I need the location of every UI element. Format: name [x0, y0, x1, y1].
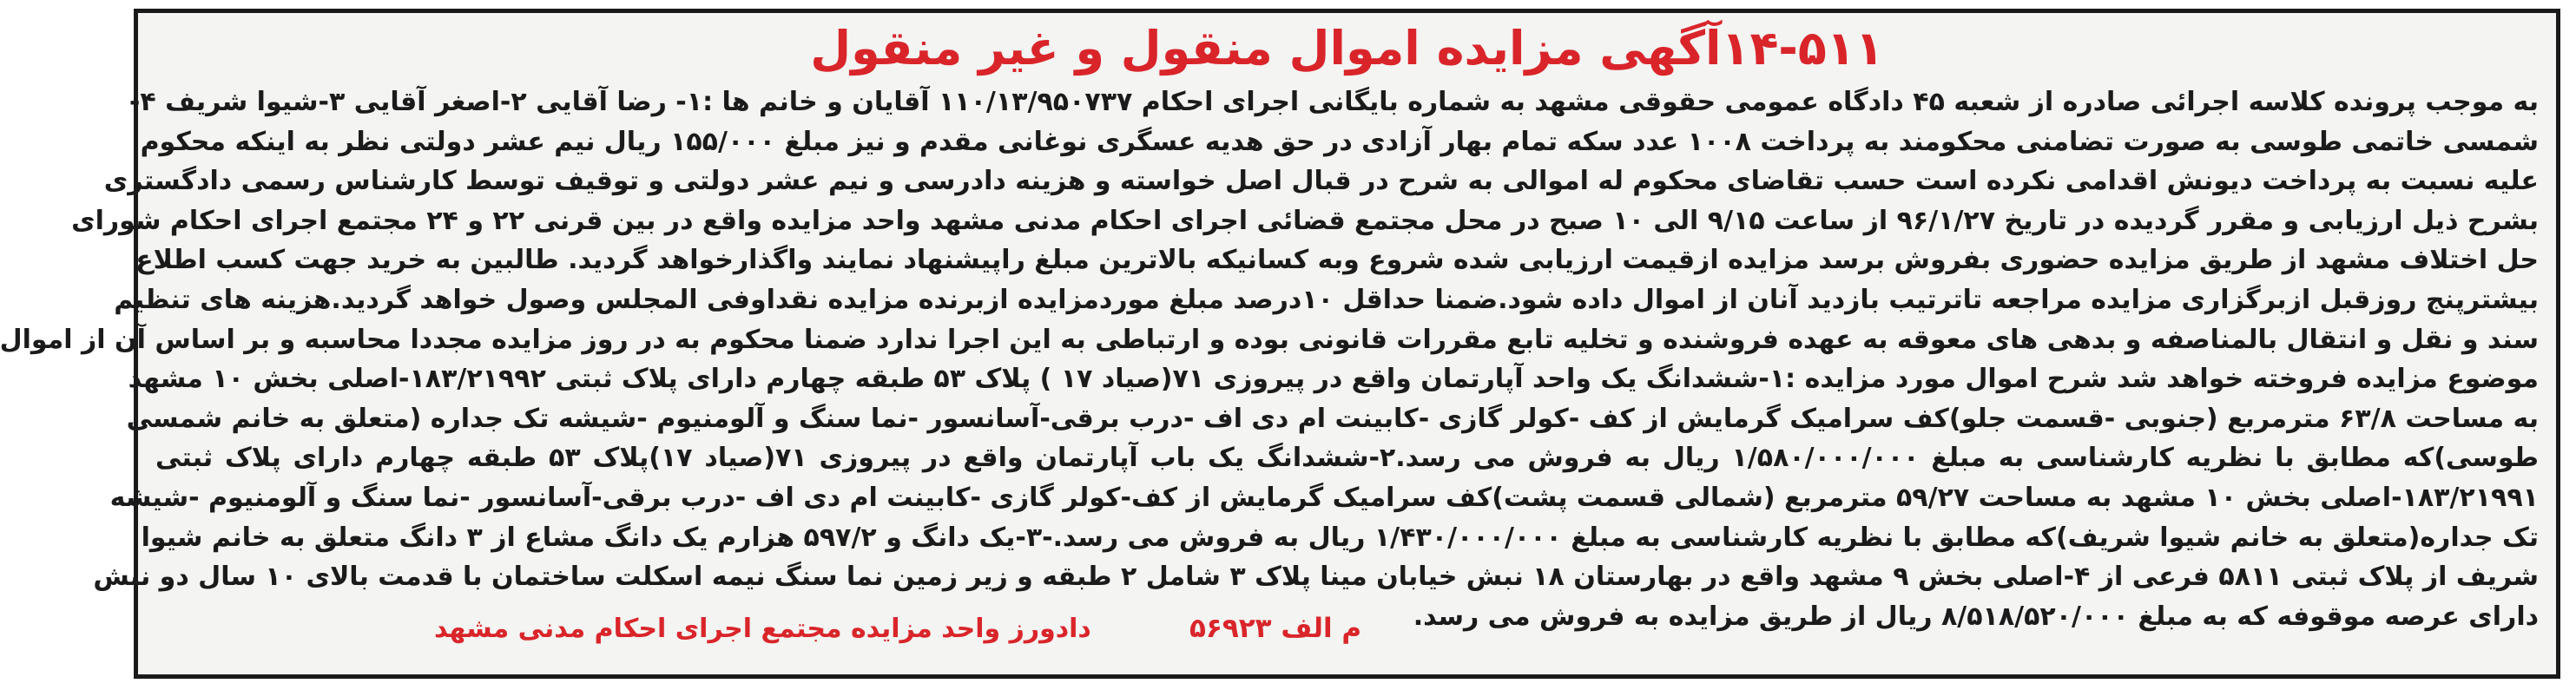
notice-line: حل اختلاف مشهد از طریق مزایده حضوری بفروش برسد مزایده ازقیمت ارزیابی شده شروع وبه کسانیکه بالاترین مبلغ راپیشنهاد نمایند واگذارخواهد گردید. طالبین به خرید جهت کسب اطلاع [135, 245, 2539, 276]
notice-line: تک جداره(متعلق به خانم شیوا شریف)که مطابق با نظریه کارشناسی به مبلغ ۱/۴۳۰/۰۰۰/۰۰۰ ریال به فروش می رسد.-۳-یک دانگ و ۵۹۷/۲ هزارم یک دانگ مشاع از ۳ دانگ متعلق به خانم شیوا [141, 522, 2539, 553]
notice-body [0, 82, 2539, 636]
publication-code: م الف ۵۶۹۲۳ [1189, 613, 1362, 644]
notice-line: علیه نسبت به پرداخت دیونش اقدامی نکرده است حسب تقاضای محکوم له اموالی به شرح در قبال اصل خواسته و هزینه دادرسی و نیم عشر دولتی و توقیف توسط کارشناس رسمی دادگستری [103, 166, 2539, 197]
notice-line: سند و نقل و انتقال بالمناصفه و بدهی های معوقه به عهده فروشنده و تخلیه تابع مقررات قانونی بوده و ارتباطی به این اجرا ندارد ضمنا محکوم به در روز مزایده مجددا محاسبه و بر اساس آن از اموال [0, 324, 2539, 355]
notice-line: موضوع مزایده فروخته خواهد شد شرح اموال مورد مزایده :۱-ششدانگ یک واحد آپارتمان واقع در پیروزی ۷۱(صیاد ۱۷ ) پلاک ۵۳ طبقه چهارم دارای پلاک ثبتی ۱۸۳/۲۱۹۹۲-اصلی بخش ۱۰ مشهد [128, 364, 2539, 395]
notice-line: شریف از پلاک ثبتی ۵۸۱۱ فرعی از ۴-اصلی بخش ۹ مشهد واقع در بهارستان ۱۸ نبش خیابان مینا پلاک ۳ شامل ۲ طبقه و زیر زمین نما سنگ نیمه اسکلت ساختمان با قدمت بالای ۱۰ سال دو نبش [93, 562, 2539, 593]
auction-notice [0, 9, 2560, 679]
notice-line: به مساحت ۶۳/۸ مترمربع (جنوبی -قسمت جلو)کف سرامیک گرمایش از کف -کولر گازی -کابینت ام دی اف -درب برقی-آسانسور -نما سنگ و آلومنیوم -شیشه تک جداره (متعلق به خانم شمسی [126, 403, 2539, 434]
notice-line: طوسی)که مطابق با نظریه کارشناسی به مبلغ ۱/۵۸۰/۰۰۰/۰۰۰ ریال به فروش می رسد.۲-ششدانگ یک باب آپارتمان واقع در پیروزی ۷۱(صیاد ۱۷)پلاک ۵۳ طبقه چهارم دارای پلاک ثبتی [155, 443, 2539, 474]
notice-line-last: دارای عرصه موقوفه که به مبلغ ۸/۵۱۸/۵۲۰/۰۰۰ ریال از طریق مزایده به فروش می رسد. [1413, 601, 2539, 632]
notice-line: شمسی خاتمی طوسی به صورت تضامنی محکومند به پرداخت ۱۰۰۸ عدد سکه تمام بهار آزادی در حق هدیه عسگری نوغانی مقدم و نیز مبلغ ۱۵۵/۰۰۰ ریال نیم عشر دولتی نظر به اینکه محکوم [140, 126, 2539, 157]
notice-line: به موجب پرونده کلاسه اجرائی صادره از شعبه ۴۵ دادگاه عمومی حقوقی مشهد به شماره بایگانی اجرای احکام ۱۱۰/۱۳/۹۵۰۷۳۷ آقایان و خانم ها :۱- رضا آقایی ۲-اصغر آقایی ۳-شیوا شریف ۴- [128, 87, 2539, 117]
notice-title: ۱۴-۵۱۱آگهی مزایده اموال منقول و غیر منقول [810, 21, 1884, 76]
notice-line: بیشترپنج روزقبل ازبرگزاری مزایده مراجعه تاترتیب بازدید آنان از اموال داده شود.ضمنا حداقل ۱۰درصد مبلغ موردمزایده ازبرنده مزایده نقداوفی المجلس وصول خواهد گردید.هزینه های تنظیم [114, 284, 2539, 315]
notice-line: ۱۸۳/۲۱۹۹۱-اصلی بخش ۱۰ مشهد به مساحت ۵۹/۲۷ مترمربع (شمالی قسمت پشت)کف سرامیک گرمایش از کف-کولر گازی -کابینت ام دی اف -درب برقی-آسانسور -نما سنگ و آلومنیوم -شیشه [109, 482, 2539, 513]
executor-signature: دادورز واحد مزایده مجتمع اجرای احکام مدنی مشهد [434, 613, 1091, 644]
notice-line: بشرح ذیل ارزیابی و مقرر گردیده در تاریخ ۹۶/۱/۲۷ از ساعت ۹/۱۵ الی ۱۰ صبح در محل مجتمع قضائی اجرای احکام مدنی مشهد واحد مزایده واقع در بین قرنی ۲۲ و ۲۴ مجتمع اجرای احکام شورای [71, 205, 2539, 236]
